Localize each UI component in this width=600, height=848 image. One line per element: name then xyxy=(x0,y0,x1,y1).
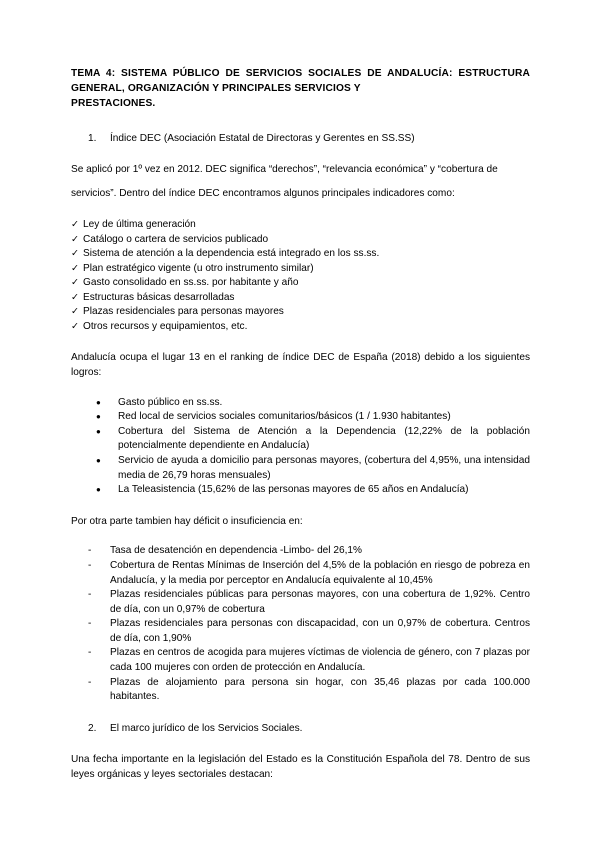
list-item xyxy=(88,544,530,559)
list-item-label: Ley de última generación xyxy=(83,219,196,231)
list-item xyxy=(71,305,530,320)
list-item-label: Plazas en centros de acogida para mujeres víctimas de violencia de género, con 7 plazas por cada 100 mujeres con orden de protección en Andalucía. xyxy=(110,647,530,674)
list-item-label: Plazas residenciales para personas con discapacidad, con un 0,97% de cobertura. Centros de día, con 1,90% xyxy=(110,618,530,644)
section-2-number: 2. xyxy=(88,722,97,734)
list-item-label: Cobertura del Sistema de Atención a la Dependencia (12,22% de la población potencialmente dependiente en Andalucía) xyxy=(118,425,530,452)
bullet-icon: ● xyxy=(96,485,101,495)
section-1-number: 1. xyxy=(88,132,97,144)
dash-icon: - xyxy=(88,589,92,601)
deficits-list xyxy=(71,544,530,705)
list-item xyxy=(96,410,530,425)
dash-icon: - xyxy=(88,647,92,659)
list-item xyxy=(71,276,530,291)
list-item-label: Cobertura de Rentas Mínimas de Inserción del 4,5% de la población en riesgo de pobreza en Andalucía, y la media por perceptor en Andalucía equivalente al 10,45% xyxy=(110,559,530,586)
deficit-paragraph: Por otra parte tambien hay déficit o insuficiencia en: xyxy=(71,515,303,527)
bullet-icon: ● xyxy=(96,426,101,436)
list-item-label: Tasa de desatención en dependencia -Limbo- del 26,1% xyxy=(110,545,362,557)
list-item-label: Red local de servicios sociales comunitarios/básicos (1 / 1.930 habitantes) xyxy=(118,411,451,423)
section-2-heading-text: El marco jurídico de los Servicios Sociales. xyxy=(110,722,303,734)
check-icon: ✓ xyxy=(71,219,80,231)
list-item-label: Plazas residenciales públicas para personas mayores, con una cobertura de 1,92%. Centro de día, con un 0,97% de cobertura xyxy=(110,589,530,615)
list-item-label: Plazas de alojamiento para persona sin hogar, con 35,46 plazas por cada 100.000 habitantes. xyxy=(110,676,530,703)
list-item xyxy=(96,396,530,411)
section-1-heading xyxy=(71,132,547,147)
list-item xyxy=(88,588,530,617)
list-item xyxy=(71,262,530,277)
list-item-label: Servicio de ayuda a domicilio para personas mayores, (cobertura del 4,95%, una intensidad media de 26,79 horas mensuales) xyxy=(118,454,530,481)
check-icon: ✓ xyxy=(71,291,80,303)
list-item xyxy=(71,291,530,306)
list-item-label: Gasto consolidado en ss.ss. por habitante y año xyxy=(83,277,299,289)
document-title xyxy=(71,66,530,112)
document-title-line-2: PRESTACIONES. xyxy=(71,98,156,110)
dash-icon: - xyxy=(88,545,92,557)
check-icon: ✓ xyxy=(71,248,80,260)
bullet-icon: ● xyxy=(96,397,101,407)
check-icon: ✓ xyxy=(71,233,80,245)
section-2-heading xyxy=(71,722,547,737)
list-item-label: Plazas residenciales para personas mayores xyxy=(83,306,284,318)
list-item-label: Catálogo o cartera de servicios publicado xyxy=(83,233,269,245)
list-item xyxy=(71,320,530,335)
check-icon: ✓ xyxy=(71,262,80,274)
list-item-label: Gasto público en ss.ss. xyxy=(118,396,223,408)
list-item-label: Otros recursos y equipamientos, etc. xyxy=(83,320,248,332)
list-item xyxy=(88,617,530,646)
achievements-list xyxy=(71,396,530,498)
list-item-label: Sistema de atención a la dependencia está integrado en los ss.ss. xyxy=(83,248,380,260)
bullet-icon: ● xyxy=(96,455,101,465)
list-item xyxy=(88,559,530,588)
dash-icon: - xyxy=(88,559,92,571)
list-item-label: Estructuras básicas desarrolladas xyxy=(83,291,235,303)
intro-paragraph-line-2: servicios”. Dentro del índice DEC encontramos algunos principales indicadores como: xyxy=(71,187,455,199)
document-title-line-1: TEMA 4: SISTEMA PÚBLICO DE SERVICIOS SOCIALES DE ANDALUCÍA: ESTRUCTURA GENERAL, ORGANIZACIÓN Y PRINCIPALES SERVICIOS Y xyxy=(71,68,530,95)
check-icon: ✓ xyxy=(71,320,80,332)
section-1-heading-text: Índice DEC (Asociación Estatal de Directoras y Gerentes en SS.SS) xyxy=(110,132,415,144)
list-item xyxy=(71,233,530,248)
closing-paragraph: Una fecha importante en la legislación del Estado es la Constitución Española del 78. Dentro de sus leyes orgánicas y leyes sectoriales destacan: xyxy=(71,754,530,781)
list-item xyxy=(71,247,530,262)
intro-paragraph-line-1: Se aplicó por 1º vez en 2012. DEC significa “derechos”, “relevancia económica” y “cobertura de xyxy=(71,164,498,176)
list-item-label: La Teleasistencia (15,62% de las personas mayores de 65 años en Andalucía) xyxy=(118,484,469,496)
dash-icon: - xyxy=(88,618,92,630)
check-icon: ✓ xyxy=(71,306,80,318)
list-item-label: Plan estratégico vigente (u otro instrumento similar) xyxy=(83,262,314,274)
ranking-paragraph: Andalucía ocupa el lugar 13 en el ranking de índice DEC de España (2018) debido a los siguientes logros: xyxy=(71,352,530,378)
list-item xyxy=(96,483,530,498)
list-item xyxy=(96,454,530,483)
dec-indicators-list xyxy=(71,218,530,334)
list-item xyxy=(88,646,530,675)
list-item xyxy=(88,676,530,705)
list-item xyxy=(96,425,530,454)
check-icon: ✓ xyxy=(71,277,80,289)
bullet-icon: ● xyxy=(96,412,101,422)
list-item xyxy=(71,218,530,233)
dash-icon: - xyxy=(88,676,92,688)
